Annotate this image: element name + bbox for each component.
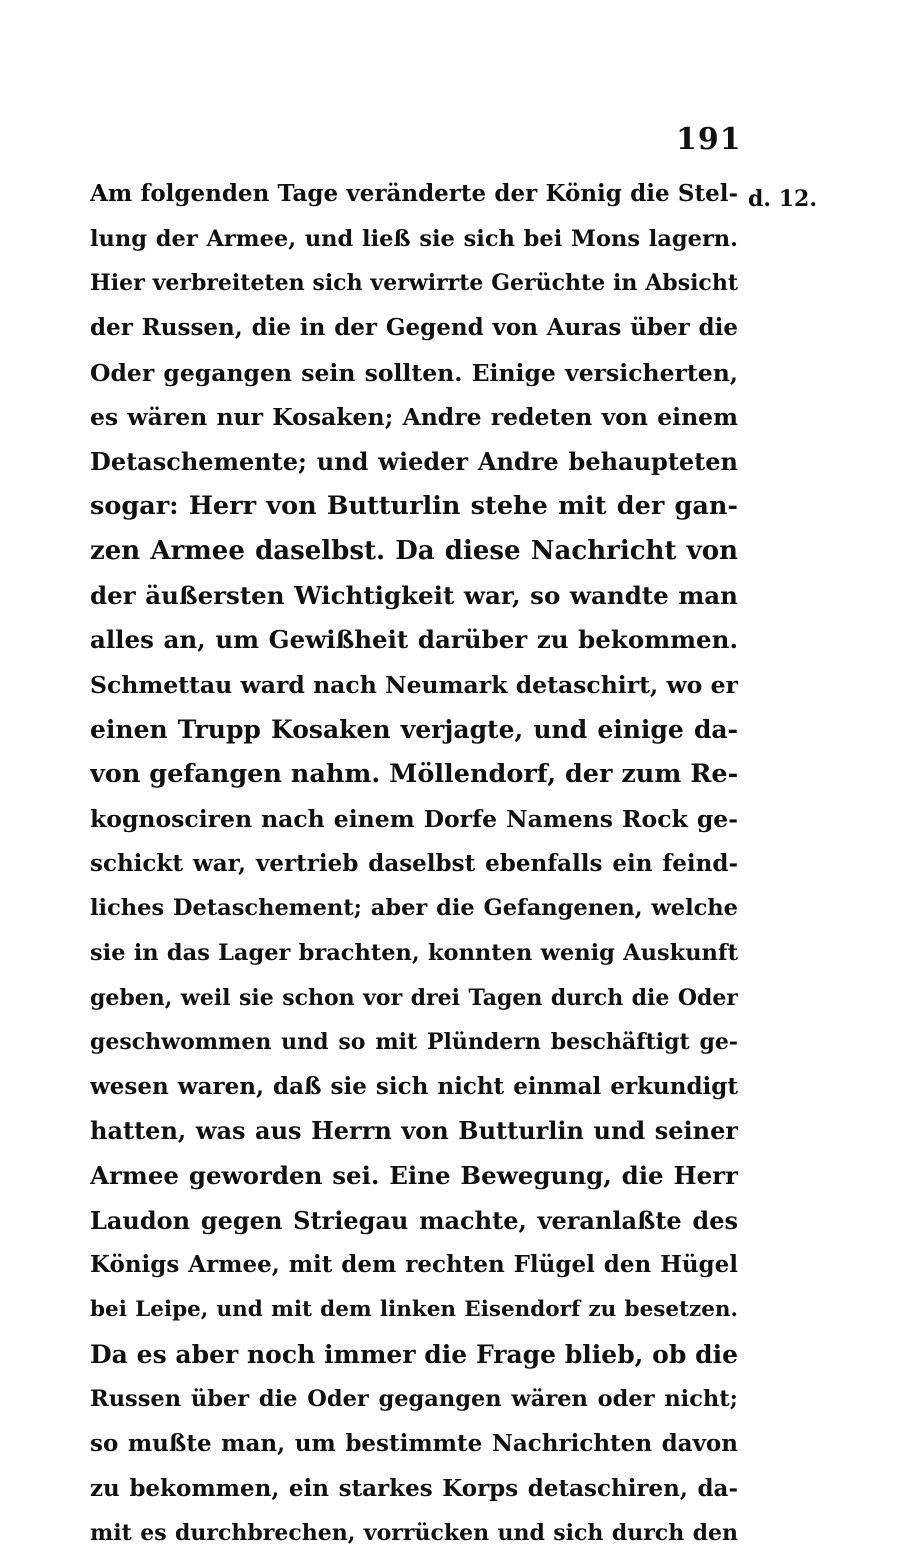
text-line: bei Leipe, und mit dem linken Eisendorf zu besetzen. xyxy=(90,1297,738,1323)
text-line: geben, weil sie schon vor drei Tagen durch die Oder xyxy=(90,984,738,1011)
text-line: geschwommen und so mit Plündern beschäftigt ge- xyxy=(90,1029,738,1056)
text-line: Armee geworden sei. Eine Bewegung, die Herr xyxy=(90,1161,738,1191)
text-line: es wären nur Kosaken; Andre redeten von einem xyxy=(90,403,738,432)
text-line: Hier verbreiteten sich verwirrte Gerüchte in Absicht xyxy=(90,270,738,297)
text-line: schickt war, vertrieb daselbst ebenfalls ein feind- xyxy=(90,849,738,877)
text-line: Am folgenden Tage veränderte der König die Stel- xyxy=(90,180,738,207)
text-line: der äußersten Wichtigkeit war, so wandte man xyxy=(90,580,738,610)
page-number: 191 xyxy=(676,122,742,157)
text-line: der Russen, die in der Gegend von Auras über die xyxy=(90,313,738,341)
text-line: alles an, um Gewißheit darüber zu bekommen. xyxy=(90,625,738,655)
text-line: liches Detaschement; aber die Gefangenen, welche xyxy=(90,895,738,922)
text-line: lung der Armee, und ließ sie sich bei Mons lagern. xyxy=(90,225,738,252)
text-line: Laudon gegen Striegau machte, veranlaßte des xyxy=(90,1205,738,1235)
margin-note: d. 12. xyxy=(748,186,817,212)
text-line: wesen waren, daß sie sich nicht einmal erkundigt xyxy=(90,1072,738,1100)
text-line: so mußte man, um bestimmte Nachrichten davon xyxy=(90,1429,738,1457)
text-line: Oder gegangen sein sollten. Einige versicherten, xyxy=(90,358,738,387)
text-line: von gefangen nahm. Möllendorf, der zum Re- xyxy=(90,759,738,790)
text-line: kognosciren nach einem Dorfe Namens Rock ge- xyxy=(90,804,738,833)
body-text xyxy=(90,172,738,1556)
text-line: zu bekommen, ein starkes Korps detaschiren, da- xyxy=(90,1474,738,1502)
text-line: hatten, was aus Herrn von Butturlin und seiner xyxy=(90,1116,738,1146)
text-line: einen Trupp Kosaken verjagte, und einige da- xyxy=(90,714,738,744)
text-line: Da es aber noch immer die Frage blieb, ob die xyxy=(90,1339,738,1369)
text-line: Russen über die Oder gegangen wären oder nicht; xyxy=(90,1386,738,1413)
text-line: Schmettau ward nach Neumark detaschirt, wo er xyxy=(90,671,738,700)
text-line: mit es durchbrechen, vorrücken und sich durch den xyxy=(90,1520,738,1547)
text-line: Königs Armee, mit dem rechten Flügel den Hügel xyxy=(90,1251,738,1279)
text-line: sie in das Lager brachten, konnten wenig Auskunft xyxy=(90,939,738,966)
text-line: Detaschemente; und wieder Andre behaupteten xyxy=(90,446,738,476)
text-line: sogar: Herr von Butturlin stehe mit der gan- xyxy=(90,491,738,522)
text-line: zen Armee daselbst. Da diese Nachricht von xyxy=(90,536,738,567)
